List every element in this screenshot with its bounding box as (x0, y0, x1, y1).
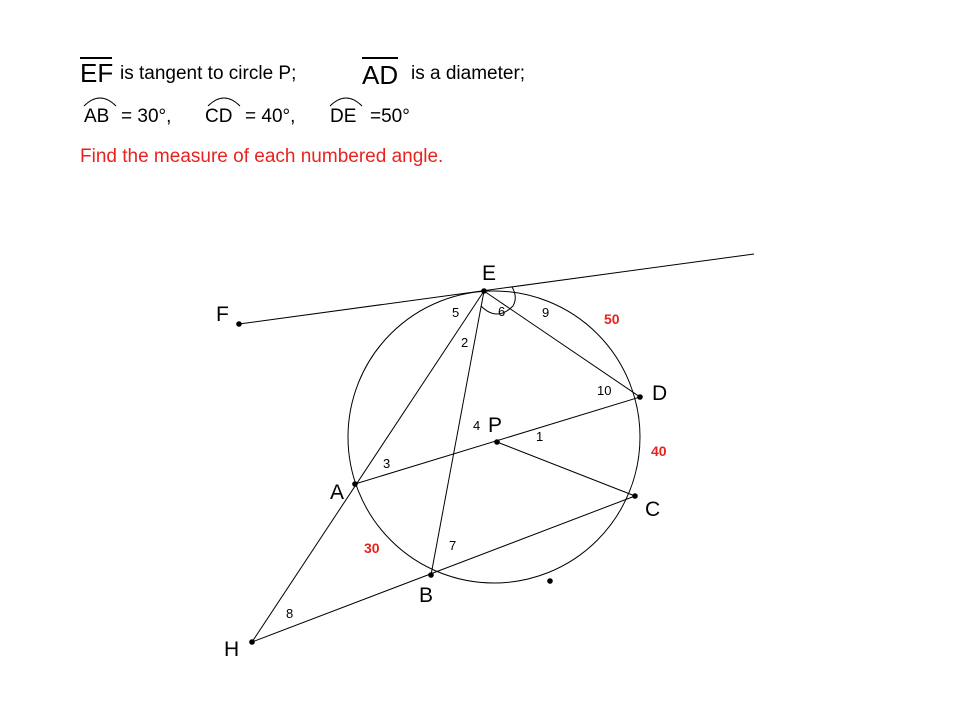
segment-ef-label: EF (80, 58, 114, 88)
point-e (481, 288, 487, 294)
label-c: C (645, 498, 661, 521)
arc-cd-measure: = 40°, (245, 106, 296, 127)
point-h (249, 639, 255, 645)
point-b (428, 572, 434, 578)
arc-de-measure: =50° (370, 106, 410, 127)
angle-2: 2 (461, 335, 469, 350)
point-f (236, 321, 242, 327)
angle-7: 7 (449, 538, 457, 553)
arc-ab-measure: = 30°, (121, 106, 172, 127)
secant-he (252, 291, 484, 642)
point-d (637, 394, 643, 400)
angle-5: 5 (452, 305, 460, 320)
arc-cd-label: 40 (651, 443, 667, 459)
tangent-statement: is tangent to circle P; (120, 63, 297, 84)
instruction-text: Find the measure of each numbered angle. (80, 146, 444, 167)
circle-p (348, 291, 640, 583)
angle-4: 4 (473, 418, 481, 433)
arc-de-label: 50 (604, 311, 620, 327)
segment-ad-label: AD (362, 60, 399, 90)
arc-ab-name: AB (84, 106, 110, 127)
angle-3: 3 (383, 456, 391, 471)
angle-1: 1 (536, 429, 544, 444)
label-f: F (216, 303, 229, 326)
angle-9: 9 (542, 305, 550, 320)
secant-hc (252, 496, 635, 642)
point-extra (547, 578, 553, 584)
arc-cd-name: CD (205, 106, 233, 127)
label-e: E (482, 262, 497, 285)
label-a: A (330, 481, 345, 504)
chord-eb (431, 291, 484, 575)
label-p: P (488, 414, 503, 437)
label-h: H (224, 638, 240, 661)
segment-ed (484, 291, 640, 397)
point-p (494, 439, 500, 445)
angle-8: 8 (286, 606, 294, 621)
point-c (632, 493, 638, 499)
angle-10: 10 (597, 383, 612, 398)
label-d: D (652, 382, 668, 405)
arc-ab-label: 30 (364, 540, 380, 556)
diameter-statement: is a diameter; (411, 63, 526, 84)
angle-6: 6 (498, 304, 506, 319)
arc-de-name: DE (330, 106, 357, 127)
radius-pc (497, 442, 635, 496)
point-a (352, 481, 358, 487)
label-b: B (419, 584, 434, 607)
